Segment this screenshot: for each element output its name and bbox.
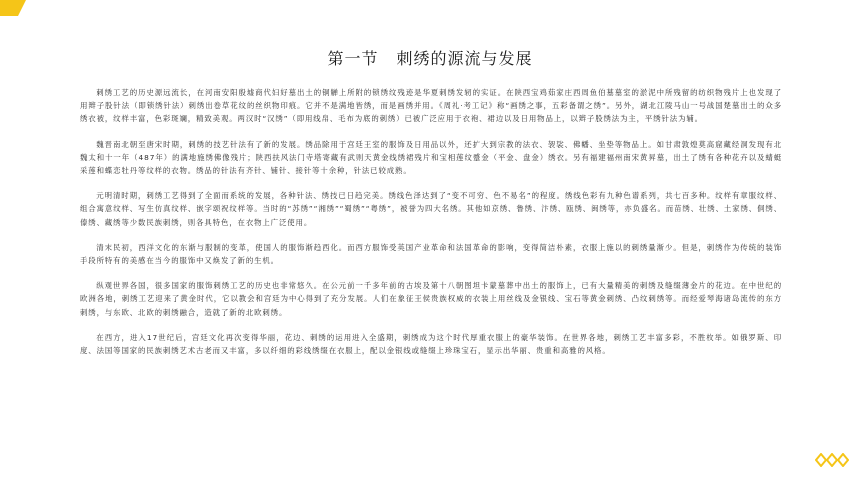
- section-heading: 刺绣的源流与发展: [396, 49, 533, 68]
- paragraph-western-17th-century: 在西方，进入17世纪后，宫廷文化再次变得华丽，花边、刺绣的运用进入全盛期，刺绣成为这个时代厚重衣服上的豪华装饰。在世界各地，刺绣工艺丰富多彩，不胜枚举。如俄罗斯、印度、法国等国家的民族刺绣艺术古老而又丰富，多以纤细的彩线绣缀在衣服上，配以金银线或缝缀上珍珠宝石，显示出华丽、贵重和高雅的风格。: [80, 332, 782, 356]
- section-number: 第一节: [327, 49, 379, 68]
- paragraph-late-qing: 清末民初，西洋文化的东渐与服制的变革，使国人的服饰渐趋西化。而西方服饰受英国产业革命和法国革命的影响，变得简洁朴素，衣服上施以的刺绣量渐少。但是，刺绣作为传统的装饰手段所特有的美感在当今的服饰中又焕发了新的生机。: [80, 242, 782, 266]
- paragraph-wei-jin-tang-song: 魏晋南北朝至唐宋时期，刺绣的技艺针法有了新的发展。绣品除用于宫廷王室的服饰及日用品以外，还扩大到宗教的法衣、袈裟、佛幡、坐垫等物品上。如甘肃敦煌莫高窟藏经洞发现有北魏太和十一年（487年）的满地施绣佛像残片；陕西扶风法门寺塔寄藏有武则天黄金线绣裙残片和宝相莲纹蹙金（平金、盘金）绣衣。另有福建福州南宋黄昇墓，出土了绣有各种花卉以及蜻蜓采莲和蝶恋牡丹等纹样的衣物。绣品的针法有齐针、铺针、接针等十余种，针法已较成熟。: [80, 139, 782, 176]
- paragraph-world-history: 纵观世界各国，很多国家的服饰刺绣工艺的历史也非常悠久。在公元前一千多年前的古埃及第十八朝图坦卡蒙墓葬中出土的服饰上，已有大量精美的刺绣及缝缀薄金片的花边。在中世纪的欧洲各地，刺绣工艺迎来了黄金时代，它以教会和宫廷为中心得到了充分发展。人们在象征王侯贵族权威的衣装上用丝线及金银线、宝石等黄金刺绣、凸纹刺绣等。而经爱琴海诸岛流传的东方刺绣，与东欧、北欧的刺绣融合，造就了新的北欧刺绣。: [80, 281, 782, 317]
- page-title: [0, 47, 860, 71]
- paragraph-yuan-ming-qing: 元明清时期，刺绣工艺得到了全面而系统的发展，各种针法、绣技已日趋完美。绣线色泽达到了“变不可穷、色不易名”的程度。绣线色彩有九种色谱系列，共七百多种。纹样有章服纹样、组合寓意纹样、写生仿真纹样、嵌字颂祝纹样等。当时的“苏绣”“湘绣”“蜀绣”“粤绣”，被誉为四大名绣。其他如京绣、鲁绣、汴绣、瓯绣、闽绣等，亦负盛名。而苗绣、壮绣、土家绣、侗绣、傣绣、藏绣等少数民族刺绣，则各具特色，在衣物上广泛使用。: [80, 191, 782, 227]
- body-text: [80, 86, 782, 369]
- diamond-chain-icon: [815, 452, 849, 471]
- paragraph-origins: 刺绣工艺的历史源远流长，在河南安阳殷墟商代妇好墓出土的铜觯上所附的锁绣纹残迹是华夏刺绣发轫的实证。在陕西宝鸡茹家庄西周鱼伯墓墓室的淤泥中所残留的纺织物残片上也发现了用辫子股针法（即锁绣针法）刺绣出卷草花纹的丝织物印痕。它并不是满地皆绣，而是画绣并用。《周礼·考工记》称“画绣之事，五彩备谓之绣”。另外，湖北江陵马山一号战国楚墓出土的众多绣衣被，纹样丰富，色彩斑斓，精致美观。两汉时“汉绣”（即用线帛、毛布为底的刺绣）已被广泛应用于衣袍、裙边以及日用物品上，以辫子股绣法为主，平绣针法为辅。: [80, 88, 782, 124]
